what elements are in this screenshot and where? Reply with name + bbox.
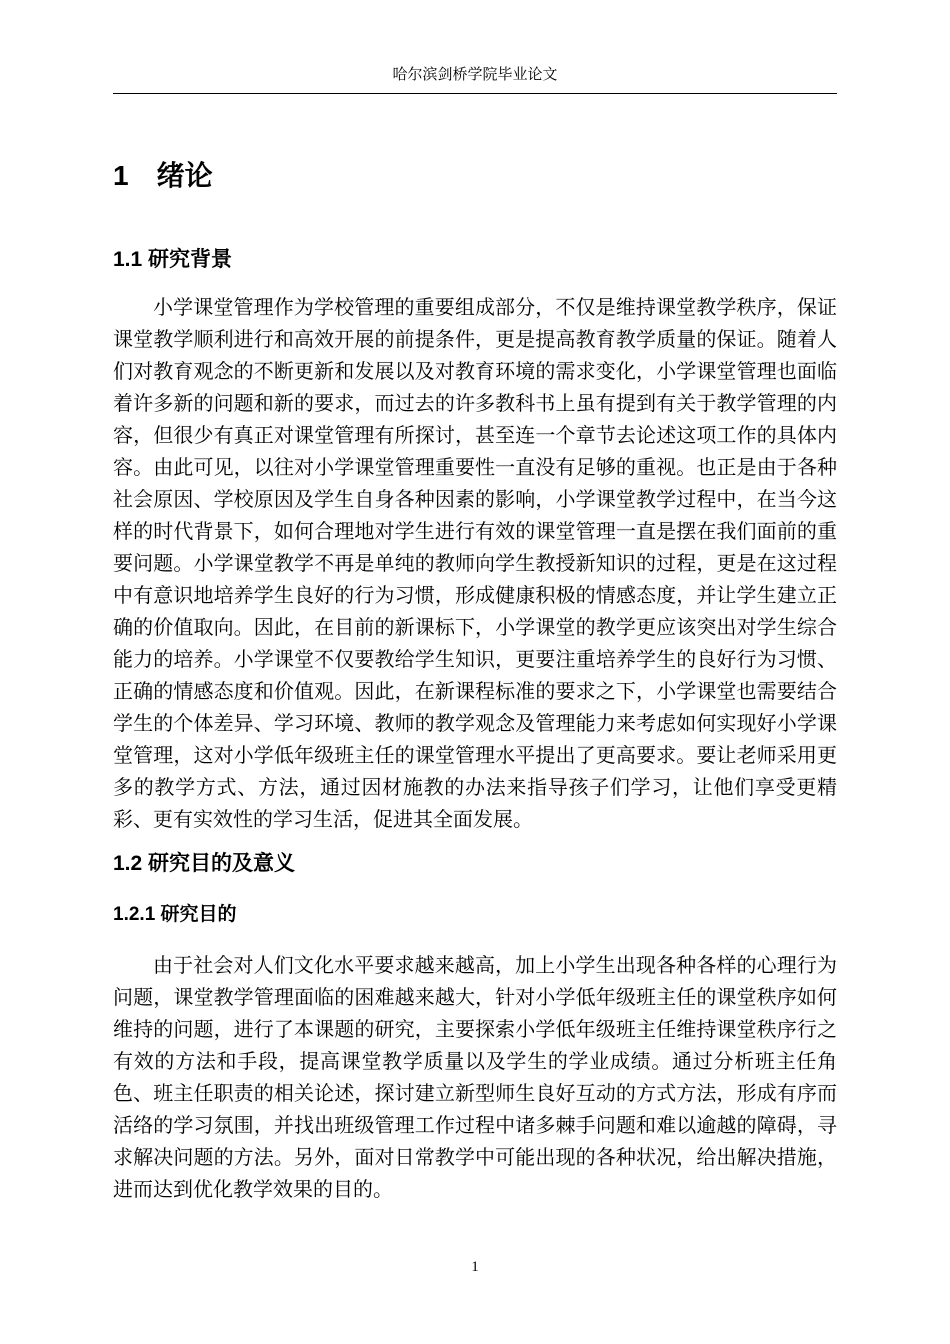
section-heading-1-2: 1.2 研究目的及意义 xyxy=(113,851,296,875)
paragraph-research-background: 小学课堂管理作为学校管理的重要组成部分，不仅是维持课堂教学秩序，保证课堂教学顺利进行和高效开展的前提条件，更是提高教育教学质量的保证。随着人们对教育观念的不断更新和发展以及对教育环境的需求变化，小学课堂管理也面临着许多新的问题和新的要求，而过去的许多教科书上虽有提到有关于教学管理的内容，但很少有真正对课堂管理有所探讨，甚至连一个章节去论述这项工作的具体内容。由此可见，以往对小学课堂管理重要性一直没有足够的重视。也正是由于各种社会原因、学校原因及学生自身各种因素的影响，小学课堂教学过程中，在当今这样的时代背景下，如何合理地对学生进行有效的课堂管理一直是摆在我们面前的重要问题。小学课堂教学不再是单纯的教师向学生教授新知识的过程，更是在这过程中有意识地培养学生良好的行为习惯，形成健康积极的情感态度，并让学生建立正确的价值取向。因此，在目前的新课标下，小学课堂的教学更应该突出对学生综合能力的培养。小学课堂不仅要教给学生知识，更要注重培养学生的良好行为习惯、正确的情感态度和价值观。因此，在新课程标准的要求之下，小学课堂也需要结合学生的个体差异、学习环境、教师的教学观念及管理能力来考虑如何实现好小学课堂管理，这对小学低年级班主任的课堂管理水平提出了更高要求。要让老师采用更多的教学方式、方法，通过因材施教的办法来指导孩子们学习，让他们享受更精彩、更有实效性的学习生活，促进其全面发展。 xyxy=(113,296,837,831)
page-footer xyxy=(113,1259,837,1276)
page-number: 1 xyxy=(471,1259,479,1275)
chapter-heading: 1 绪论 xyxy=(113,160,213,191)
section-heading-1-1: 1.1 研究背景 xyxy=(113,248,233,272)
page-header xyxy=(113,0,837,94)
subsection-heading-1-2-1: 1.2.1 研究目的 xyxy=(113,903,237,925)
page-content xyxy=(113,140,837,1206)
paragraph-research-purpose: 由于社会对人们文化水平要求越来越高，加上小学生出现各种各样的心理行为问题，课堂教学管理面临的困难越来越大，针对小学低年级班主任的课堂秩序如何维持的问题，进行了本课题的研究，主要探索小学低年级班主任维持课堂秩序行之有效的方法和手段，提高课堂教学质量以及学生的学业成绩。通过分析班主任角色、班主任职责的相关论述，探讨建立新型师生良好互动的方式方法，形成有序而活络的学习氛围，并找出班级管理工作过程中诸多棘手问题和难以逾越的障碍，寻求解决问题的方法。另外，面对日常教学中可能出现的各种状况，给出解决措施，进而达到优化教学效果的目的。 xyxy=(113,954,837,1201)
header-running-title: 哈尔滨剑桥学院毕业论文 xyxy=(113,64,837,94)
